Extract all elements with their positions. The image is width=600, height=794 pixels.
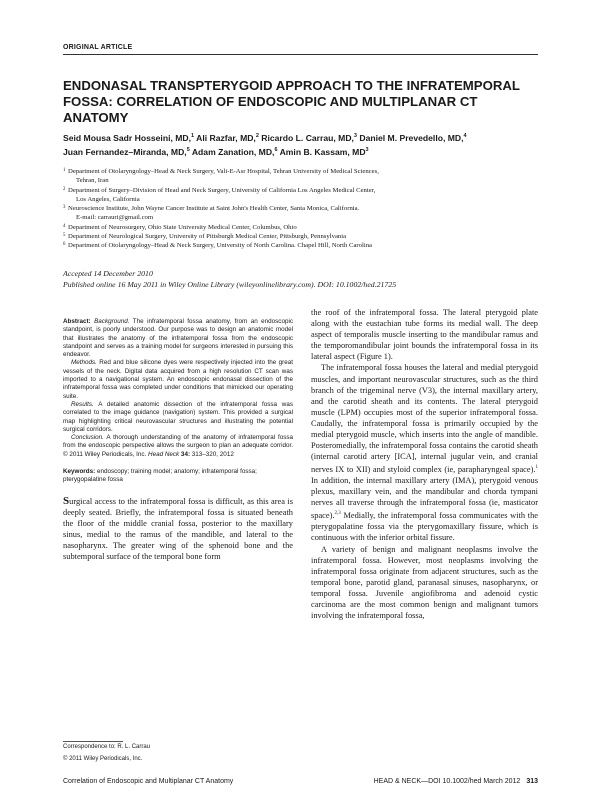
right-column — [311, 307, 538, 621]
author-list — [63, 130, 538, 158]
publication-dates — [63, 268, 538, 290]
dropcap: S — [63, 494, 70, 507]
affiliation: 2 Department of Surgery–Division of Head and Neck Surgery, University of California Los Angeles Medical Center, Los Angeles, California — [63, 186, 376, 203]
abstract-results: Results. A detailed anatomic dissection of the infratemporal fossa was correlated to the image guidance (navigation) system. This provided a surgical map highlighting critical neurovascular structures and illustrating the potential surgical corridors. — [63, 400, 293, 433]
copyright-note: © 2011 Wiley Periodicals, Inc. — [63, 756, 143, 762]
body-paragraph: A variety of benign and malignant neoplasms involve the infratemporal fossa. However, most neoplasms involving the infratemporal fossa originate from adjacent structures, such as the temporal bone, parotid gland, paranasal sinuses, nasopharynx, or temporal fossa. Juvenile angiofibroma and adenoid cystic carcinoma are the most common benign and malignant tumors involving the infratemporal fossa, — [311, 544, 538, 621]
abstract-background: Abstract: Background. The infratemporal fossa anatomy, from an endoscopic standpoint, is poorly understood. Our purpose was to design an anatomic model that illustrates the anatomy of the infratemporal fossa from the endoscopic standpoint and serves as a training model for surgeons interested in pursuing this endeavor. — [63, 318, 294, 359]
article-title: ENDONASAL TRANSPTERYGOID APPROACH TO THE INFRATEMPORAL FOSSA: CORRELATION OF ENDOSCOPIC AND MULTIPLANAR CT ANATOMY — [63, 78, 520, 125]
author: Amin B. Kassam, $MD^3$ — [279, 146, 369, 157]
author: Adam Zanation, MD,$^6$ — [191, 146, 278, 157]
running-footer-journal: HEAD & NECK—DOI 10.1002/hed March 2012 313 — [373, 778, 538, 785]
published-online: Published online 16 May 2011 in Wiley Online Library (wileyonlinelibrary.com). DOI: 10.1002/hed.21725 — [63, 280, 397, 289]
page-number: 313 — [526, 778, 538, 785]
abstract-methods: Methods. Red and blue silicone dyes were respectively injected into the great vessels of the neck. Digital data acquired from a high resolution CT scan was imported to a navigational system. An endoscopic endonasal dissection of the infratemporal fossa was completed under conditions that mimicked our operating suite. — [63, 359, 293, 400]
body-paragraph: the roof of the infratemporal fossa. The lateral pterygoid plate along with the eustachian tube forms its medial wall. The deep aspect of temporalis muscle inserting to the mandibular ramus and the temporomandibular joint bounds the infratemporal fossa in its lateral aspect (Figure 1). — [311, 308, 538, 362]
author: Seid Mousa Sadr Hosseini, MD,$^1$ — [63, 132, 195, 143]
body-paragraph: The infratemporal fossa houses the lateral and medial pterygoid muscles, and important neurovascular structures, such as the third branch of the trigeminal nerve (V3), the internal maxillary artery, and the carotid sheath and its contents. The lateral pterygoid muscle (LPM) occupies most of the superior infratemporal fossa. Caudally, the infratemporal fossa is primarily occupied by the medial pterygoid muscle, which inserts into the angle of mandible. Posteromedially, the infratemporal fossa contains the carotid sheath (internal carotid artery [ICA], internal jugular vein, and cranial nerves IX to XII) and styloid complex (ie, parapharyngeal space).$^1$ In addition, the internal maxillary artery (IMA), pterygoid venous plexus, maxillary vein, and the mandibular and chorda tympani nerves all traverse through the infratemporal fossa (ie, masticator space).$^{2,3}$ Medially, the infratemporal fossa communicates with the pterygopalatine fossa via the pterygomaxillary fissure, which is continuous with the inferior orbital fissure. — [311, 363, 538, 543]
affiliation: 3 Neuroscience Institute, John Wayne Cancer Institute at Saint John's Health Center, Santa Monica, California. E-mail: carrauri@gmail.com — [63, 205, 360, 222]
author: Ricardo L. Carrau, MD,$^3$ — [261, 132, 357, 143]
keywords: Keywords: endoscopy; training model; anatomy; infratemporal fossa; pterygopalatine fossa — [63, 468, 257, 484]
affiliation: 6 Department of Otolaryngology–Head & Neck Surgery, University of North Carolina. Chapel Hill, North Carolina — [63, 242, 373, 250]
affiliation-list — [63, 167, 538, 251]
abstract-conclusion: Conclusion. A thorough understanding of the anatomy of infratemporal fossa from the endoscopic perspective allows the surgeon to plan an adequate corridor. © 2011 Wiley Periodicals, Inc. Head Neck 34: 313–320, 2012 — [63, 434, 293, 458]
footnote-rule — [63, 741, 123, 742]
affiliation: 1 Department of Otolaryngology–Head & Neck Surgery, Vali-E-Asr Hospital, Tehran University of Medical Sciences, Tehran, Iran — [63, 168, 379, 185]
running-footer-title: Correlation of Endoscopic and Multiplanar CT Anatomy — [63, 778, 234, 785]
intro-paragraph: Surgical access to the infratemporal fossa is difficult, as this area is deeply seated. Briefly, the infratemporal fossa is situated beneath the floor of the middle cranial fossa, posterior to the maxillary sinus, medial to the ramus of the mandible, and lateral to the nasopharynx. The greater wing of the sphenoid bone and the subtemporal surface of the temporal bone form — [63, 494, 293, 562]
author: Juan Fernandez–Miranda, MD,$^5$ — [63, 146, 190, 157]
intro-text-left — [63, 496, 293, 563]
author: Daniel M. Prevedello, MD,$^4$ — [359, 132, 467, 143]
section-label: ORIGINAL ARTICLE — [63, 44, 133, 51]
accepted-date: Accepted 14 December 2010 — [63, 269, 153, 278]
header-rule — [63, 54, 538, 55]
correspondence-note: Correspondence to: R. L. Carrau — [63, 744, 151, 750]
author: Ali Razfar, MD,$^2$ — [196, 132, 259, 143]
left-column — [63, 318, 293, 562]
affiliation: 5 Department of Neurological Surgery, University of Pittsburgh Medical Center, Pittsburgh, Pennsylvania — [63, 233, 347, 241]
affiliation: 4 Department of Neurosurgery, Ohio State University Medical Center, Columbus, Ohio — [63, 223, 297, 231]
abstract — [63, 318, 293, 459]
